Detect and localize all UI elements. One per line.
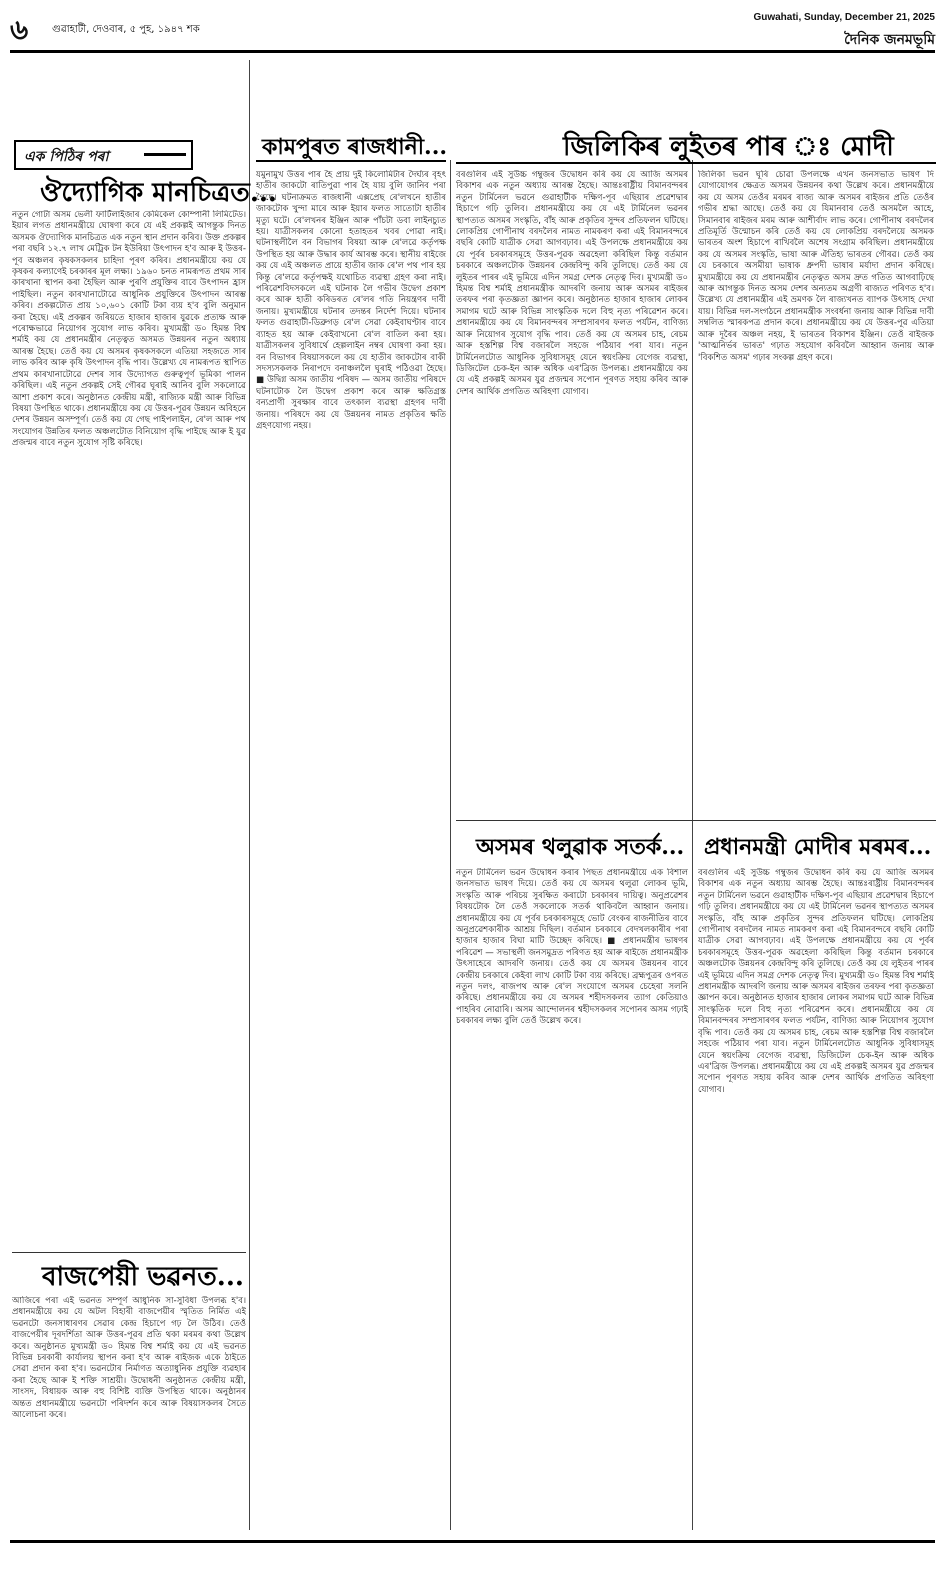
newspaper-name: দৈনিক জনমভূমি	[844, 32, 935, 48]
column-divider	[692, 160, 693, 1530]
article-jilikir-body-continued: জিলিকা ভৱন ঘূৰি চোৱা উপলক্ষে এখন জনসভাত ভাষণ দি যোগাযোগৰ ক্ষেত্ৰত অসমৰ উন্নয়নৰ কথা উল্লেখ কৰে। প্ৰধানমন্ত্ৰীয়ে কয় যে অসম তেওঁৰ মৰমৰ ৰাজ্য আৰু অসমৰ ৰাইজৰ প্ৰতি তেওঁৰ গভীৰ শ্ৰদ্ধা আছে। তেওঁ কয় যে যিমানবাৰ তেওঁ অসমলৈ আহে, সিমানবাৰ ৰাইজৰ মৰম আৰু আশীৰ্বাদ লাভ কৰে। গোপীনাথ বৰদলৈৰ প্ৰতিমূৰ্তি উন্মোচন কৰি তেওঁ কয় যে লোকপ্ৰিয় বৰদলৈয়ে অসমক ভাৰতৰ অংশ হিচাপে ৰাখিবলৈ অশেষ সংগ্ৰাম কৰিছিল। প্ৰধানমন্ত্ৰীয়ে কয় যে অসমৰ সংস্কৃতি, ভাষা আৰু ঐতিহ্য ভাৰতৰ গৌৰৱ। তেওঁ কয় যে চৰকাৰে অসমীয়া ভাষাক ধ্ৰুপদী ভাষাৰ মৰ্যাদা প্ৰদান কৰিছে। মুখ্যমন্ত্ৰীয়ে কয় যে প্ৰধানমন্ত্ৰীৰ নেতৃত্বত অসম দ্ৰুত গতিত আগবাঢ়িছে আৰু আগন্তুক দিনত অসম দেশৰ অন্যতম অগ্ৰণী ৰাজ্যত পৰিণত হ'ব। উল্লেখ্য যে প্ৰধানমন্ত্ৰীৰ এই ভ্ৰমণক লৈ ৰাজ্যখনত ব্যাপক উৎসাহ দেখা যায়। বিভিন্ন দল-সংগঠনে প্ৰধানমন্ত্ৰীক সংবৰ্ধনা জনায় আৰু বিভিন্ন দাবী সম্বলিত স্মাৰকপত্ৰ প্ৰদান কৰে। প্ৰধানমন্ত্ৰীয়ে কয় যে উত্তৰ-পূৱ এতিয়া আৰু দূৰৈৰ অঞ্চল নহয়, ই ভাৰতৰ বিকাশৰ ইঞ্জিন। তেওঁ ৰাইজক 'আত্মনিৰ্ভৰ ভাৰত' গঢ়াত সহযোগ কৰিবলৈ আহ্বান জনায় আৰু 'বিকশিত অসম' গঢ়াৰ সংকল্প গ্ৰহণ কৰে।	[698, 170, 934, 363]
article-bajpayee-body: আজিৰে পৰা এই ভৱনত সম্পূৰ্ণ আধুনিক সা-সুবিধা উপলব্ধ হ'ব। প্ৰধানমন্ত্ৰীয়ে কয় যে অটল বিহাৰী বাজপেয়ীৰ স্মৃতিত নিৰ্মিত এই ভৱনটো জনসাধাৰণৰ সেৱাৰ কেন্দ্ৰ হিচাপে গঢ় লৈ উঠিব। তেওঁ বাজপেয়ীৰ দূৰদৰ্শিতা আৰু উত্তৰ-পূৱৰ প্ৰতি থকা মৰমৰ কথা উল্লেখ কৰে। অনুষ্ঠানত মুখ্যমন্ত্ৰী ড০ হিমন্ত বিশ্ব শৰ্মাই কয় যে এই ভৱনত বিভিন্ন চৰকাৰী কাৰ্যালয় স্থাপন কৰা হ'ব আৰু ৰাইজক একে ঠাইতে সেৱা প্ৰদান কৰা হ'ব। ভৱনটোৰ নিৰ্মাণত অত্যাধুনিক প্ৰযুক্তি ব্যৱহাৰ কৰা হৈছে আৰু ই শক্তি সাশ্ৰয়ী। উদ্বোধনী অনুষ্ঠানত কেন্দ্ৰীয় মন্ত্ৰী, সাংসদ, বিধায়ক আৰু বহু বিশিষ্ট ব্যক্তি উপস্থিত থাকে। অনুষ্ঠানৰ অন্তত প্ৰধানমন্ত্ৰীয়ে ভৱনটো পৰিদৰ্শন কৰে আৰু বিষয়াসকলৰ সৈতে আলোচনা কৰে।	[12, 1296, 246, 1421]
article-kamrup-body: যমুনামুখ উত্তৰ পাৰ হৈ প্ৰায় দুই কিলোমিটাৰ দৈৰ্ঘ্যৰ বৃহৎ হাতীৰ জাকটো ৰাতিপুৱা পাৰ হৈ যায় বুলি জানিব পৰা গৈছে। ঘটনাক্ৰমত ৰাজধানী এক্সপ্ৰেছ ৰে'লখনে হাতীৰ জাকটোক খুন্দা মাৰে আৰু ইয়াৰ ফলত সাতোটা হাতীৰ মৃত্যু ঘটে। ৰে'লখনৰ ইঞ্জিন আৰু পাঁচটা ডবা লাইনচ্যুত হয়। যাত্ৰীসকলৰ কোনো হতাহতৰ খবৰ পোৱা নাই। ঘটনাস্থলীলৈ বন বিভাগৰ বিষয়া আৰু ৰে'লৱে কৰ্তৃপক্ষ উপস্থিত হয় আৰু উদ্ধাৰ কাৰ্য আৰম্ভ কৰে। স্থানীয় ৰাইজে কয় যে এই অঞ্চলত প্ৰায়ে হাতীৰ জাক ৰে'ল পথ পাৰ হয় কিন্তু ৰে'লৱে কৰ্তৃপক্ষই যথোচিত ব্যৱস্থা গ্ৰহণ কৰা নাই। পৰিৱেশবিদসকলে এই ঘটনাক লৈ গভীৰ উদ্বেগ প্ৰকাশ কৰে আৰু হাতী কৰিডৰত ৰে'লৰ গতি নিয়ন্ত্ৰণৰ দাবী জনায়। মুখ্যমন্ত্ৰীয়ে ঘটনাৰ তদন্তৰ নিৰ্দেশ দিয়ে। ঘটনাৰ ফলত গুৱাহাটী-ডিব্ৰুগড় ৰে'ল সেৱা কেইবাঘণ্টাৰ বাবে ব্যাহত হয় আৰু কেইবাখনো ৰে'ল বাতিল কৰা হয়। যাত্ৰীসকলৰ সুবিধাৰ্থে হেল্পলাইন নম্বৰ ঘোষণা কৰা হয়। বন বিভাগৰ বিষয়াসকলে কয় যে হাতীৰ জাকটোৰ বাকী সদস্যসকলক নিৰাপদে বনাঞ্চললৈ ঘূৰাই পঠিওৱা হৈছে। ■ উদ্বিগ্ন অসম জাতীয় পৰিষদ — অসম জাতীয় পৰিষদে ঘটনাটোক লৈ উদ্বেগ প্ৰকাশ কৰে আৰু ক্ষতিগ্ৰস্ত বন্যপ্ৰাণী সুৰক্ষাৰ বাবে তৎকাল ব্যৱস্থা গ্ৰহণৰ দাবী জনায়। পৰিষদে কয় যে উন্নয়নৰ নামত প্ৰকৃতিৰ ক্ষতি গ্ৰহণযোগ্য নহয়।	[256, 170, 446, 431]
headline-udyogik: ঔদ্যোগিক মানচিত্ৰত...	[40, 178, 277, 208]
headline-underline	[256, 160, 446, 162]
article-separator	[12, 1252, 246, 1253]
banner-label: এক পিঠিৰ পৰা	[24, 149, 109, 165]
article-thalua-body: নতুন টাৰ্মিনেল ভৱন উদ্বোধন কৰাৰ পিছত প্ৰধানমন্ত্ৰীয়ে এক বিশাল জনসভাত ভাষণ দিয়ে। তেওঁ কয় যে অসমৰ থলুৱা লোকৰ ভূমি, সংস্কৃতি আৰু পৰিচয় সুৰক্ষিত কৰাটো চৰকাৰৰ দায়িত্ব। অনুপ্ৰৱেশৰ বিষয়টোক লৈ তেওঁ সকলোকে সতৰ্ক থাকিবলৈ আহ্বান জনায়। প্ৰধানমন্ত্ৰীয়ে কয় যে পূৰ্বৰ চৰকাৰসমূহে ভোট বেংকৰ ৰাজনীতিৰ বাবে অনুপ্ৰৱেশকাৰীক আশ্ৰয় দিছিল। বৰ্তমান চৰকাৰে বেদখলকাৰীৰ পৰা হাজাৰ হাজাৰ বিঘা মাটি উচ্ছেদ কৰিছে। ■ প্ৰধানমন্ত্ৰীৰ ভাষণৰ পৰিৱেশ — সভাস্থলী জনসমুদ্ৰত পৰিণত হয় আৰু ৰাইজে প্ৰধানমন্ত্ৰীক উৎসাহেৰে আদৰণি জনায়। তেওঁ কয় যে অসমৰ উন্নয়নৰ বাবে কেন্দ্ৰীয় চৰকাৰে কেইবা লাখ কোটি টকা ব্যয় কৰিছে। ব্ৰহ্মপুত্ৰৰ ওপৰত নতুন দলং, ৰাজপথ আৰু ৰে'ল সংযোগে অসমৰ চেহেৰা সলনি কৰিছে। প্ৰধানমন্ত্ৰীয়ে কয় যে অসমৰ শহীদসকলৰ ত্যাগ কেতিয়াও পাহৰিব নোৱাৰি। অসম আন্দোলনৰ শ্বহীদসকলৰ সপোনৰ অসম গঢ়াই চৰকাৰৰ লক্ষ্য বুলি তেওঁ উল্লেখ কৰে।	[456, 868, 688, 1027]
continued-banner	[14, 140, 193, 170]
column-divider	[450, 160, 451, 1530]
headline-kamrup: কামপুৰত ৰাজধানী...	[262, 134, 448, 160]
article-separator	[456, 820, 936, 821]
headline-pradhanmantri: প্ৰধানমন্ত্ৰী মোদীৰ মৰমৰ...	[704, 834, 932, 860]
column-divider	[249, 60, 250, 1530]
headline-bajpayee: বাজপেয়ী ভৱনত...	[42, 1262, 244, 1292]
footer-rule	[10, 1540, 935, 1543]
assamese-date: গুৱাহাটী, দেওবাৰ, ৫ পুহ, ১৯৪৭ শক	[52, 24, 200, 35]
headline-jilikir: জিলিকিৰ লুইতৰ পাৰ ঃ মোদী	[563, 132, 894, 162]
banner-bar	[144, 153, 186, 156]
article-pradhanmantri-body: বৰগুলিৰ এই সুউচ্চ গম্বুজৰ উদ্বোধন কৰি কয় যে আজি অসমৰ বিকাশৰ এক নতুন অধ্যায় আৰম্ভ হৈছে। আন্তঃৰাষ্ট্ৰীয় বিমানবন্দৰৰ নতুন টাৰ্মিনেল ভৱনে গুৱাহাটীক দক্ষিণ-পূব এছিয়াৰ প্ৰৱেশদ্বাৰ হিচাপে গঢ়ি তুলিব। প্ৰধানমন্ত্ৰীয়ে কয় যে এই টাৰ্মিনেল ভৱনৰ স্থাপত্যত অসমৰ সংস্কৃতি, বাঁহ আৰু প্ৰকৃতিৰ সুন্দৰ প্ৰতিফলন ঘটিছে। লোকপ্ৰিয় গোপীনাথ বৰদলৈৰ নামত নামকৰণ কৰা এই বিমানবন্দৰে বছৰি কোটি যাত্ৰীক সেৱা আগবঢ়াব। এই উপলক্ষে প্ৰধানমন্ত্ৰীয়ে কয় যে পূৰ্বৰ চৰকাৰসমূহে উত্তৰ-পূৱক অৱহেলা কৰিছিল কিন্তু বৰ্তমান চৰকাৰে অঞ্চলটোক উন্নয়নৰ কেন্দ্ৰবিন্দু কৰি তুলিছে। তেওঁ কয় যে লুইতৰ পাৰৰ এই ভূমিয়ে এদিন সমগ্ৰ দেশক নেতৃত্ব দিব। মুখ্যমন্ত্ৰী ড০ হিমন্ত বিশ্ব শৰ্মাই প্ৰধানমন্ত্ৰীক আদৰণি জনায় আৰু অসমৰ ৰাইজৰ তৰফৰ পৰা কৃতজ্ঞতা জ্ঞাপন কৰে। অনুষ্ঠানত হাজাৰ হাজাৰ লোকৰ সমাগম ঘটে আৰু বিভিন্ন সাংস্কৃতিক দলে বিহু নৃত্য পৰিৱেশন কৰে। প্ৰধানমন্ত্ৰীয়ে কয় যে বিমানবন্দৰৰ সম্প্ৰসাৰণৰ ফলত পৰ্যটন, বাণিজ্য আৰু নিয়োগৰ সুযোগ বৃদ্ধি পাব। তেওঁ কয় যে অসমৰ চাহ, ৰেচম আৰু হস্তশিল্প বিশ্ব বজাৰলৈ সহজে পঠিয়াব পৰা যাব। নতুন টাৰ্মিনেলটোত আধুনিক সুবিধাসমূহ যেনে স্বয়ংক্ৰিয় বেগেজ ব্যৱস্থা, ডিজিটেল চেক-ইন আৰু অধিক এৰ'ব্ৰিজ উপলব্ধ। প্ৰধানমন্ত্ৰীয়ে কয় যে এই প্ৰকল্পই অসমৰ যুৱ প্ৰজন্মৰ সপোন পূৰণত সহায় কৰিব আৰু দেশৰ আৰ্থিক প্ৰগতিত অৰিহণা যোগাব।	[698, 868, 934, 1095]
article-udyogik-body: নতুন গোটা অসম ভেলী ফাৰ্টিলাইজাৰ কেমিকেল কোম্পানী লিমিটেড। ইয়াৰ লগত প্ৰধানমন্ত্ৰীয়ে ঘোষণা কৰে যে এই প্ৰকল্পই আগন্তুক দিনত অসমক ঔদ্যোগিক মানচিত্ৰত এক নতুন স্থান প্ৰদান কৰিব। উক্ত প্ৰকল্পৰ পৰা বছৰি ১২.৭ লাখ মেট্ৰিক টন ইউৰিয়া উৎপাদন হ'ব আৰু ই উত্তৰ-পূব অঞ্চলৰ কৃষকসকলৰ চাহিদা পূৰণ কৰিব। প্ৰধানমন্ত্ৰীয়ে কয় যে কৃষকৰ কল্যাণেই চৰকাৰৰ মূল লক্ষ্য। ১৯৬০ চনত নামৰূপত প্ৰথম সাৰ কাৰখানা স্থাপন কৰা হৈছিল আৰু পুৰণি প্ৰযুক্তিৰ বাবে উৎপাদন হ্ৰাস পাইছিল। নতুন কাৰখানাটোৱে আধুনিক প্ৰযুক্তিৰে উৎপাদন আৰম্ভ কৰিব। প্ৰকল্পটোত প্ৰায় ১০,৬০১ কোটি টকা ব্যয় হ'ব বুলি অনুমান কৰা হৈছে। এই প্ৰকল্পৰ জৰিয়তে হাজাৰ হাজাৰ যুৱকে প্ৰত্যক্ষ আৰু পৰোক্ষভাৱে নিয়োগৰ সুযোগ লাভ কৰিব। মুখ্যমন্ত্ৰী ড০ হিমন্ত বিশ্ব শৰ্মাই কয় যে প্ৰধানমন্ত্ৰীৰ নেতৃত্বত অসমত উন্নয়নৰ নতুন অধ্যায় আৰম্ভ হৈছে। তেওঁ কয় যে অসমৰ কৃষকসকলে এতিয়া সহজতে সাৰ লাভ কৰিব আৰু কৃষি উৎপাদন বৃদ্ধি পাব। উল্লেখ্য যে নামৰূপত স্থাপিত প্ৰথম কাৰখানাটোৱে দেশৰ সাৰ উদ্যোগত গুৰুত্বপূৰ্ণ ভূমিকা পালন কৰিছিল। এই নতুন প্ৰকল্পই সেই গৌৰৱ ঘূৰাই আনিব বুলি সকলোৱে আশা প্ৰকাশ কৰে। অনুষ্ঠানত কেন্দ্ৰীয় মন্ত্ৰী, ৰাজ্যিক মন্ত্ৰী আৰু বিভিন্ন বিষয়া উপস্থিত থাকে। প্ৰধানমন্ত্ৰীয়ে কয় যে উত্তৰ-পূৱৰ উন্নয়ন অবিহনে দেশৰ উন্নয়ন অসম্পূৰ্ণ। তেওঁ কয় যে গেছ পাইপলাইন, ৰে'ল আৰু পথ সংযোগৰ উন্নতিৰ ফলত অঞ্চলটোত বিনিয়োগ বৃদ্ধি পাইছে আৰু ই যুৱ প্ৰজন্মৰ বাবে নতুন সুযোগ সৃষ্টি কৰিছে।	[12, 210, 246, 449]
english-date: Guwahati, Sunday, December 21, 2025	[753, 12, 935, 23]
header-rule	[10, 50, 935, 53]
page-header	[10, 10, 935, 50]
headline-underline	[456, 162, 936, 164]
headline-thalua: অসমৰ থলুৱাক সতৰ্ক...	[476, 834, 685, 860]
page-number: ৬	[10, 13, 29, 46]
article-jilikir-body: বৰগুলিৰ এই সুউচ্চ গম্বুজৰ উদ্বোধন কৰি কয় যে আজি অসমৰ বিকাশৰ এক নতুন অধ্যায় আৰম্ভ হৈছে। আন্তঃৰাষ্ট্ৰীয় বিমানবন্দৰৰ নতুন টাৰ্মিনেল ভৱনে গুৱাহাটীক দক্ষিণ-পূব এছিয়াৰ প্ৰৱেশদ্বাৰ হিচাপে গঢ়ি তুলিব। প্ৰধানমন্ত্ৰীয়ে কয় যে এই টাৰ্মিনেল ভৱনৰ স্থাপত্যত অসমৰ সংস্কৃতি, বাঁহ আৰু প্ৰকৃতিৰ সুন্দৰ প্ৰতিফলন ঘটিছে। লোকপ্ৰিয় গোপীনাথ বৰদলৈৰ নামত নামকৰণ কৰা এই বিমানবন্দৰে বছৰি কোটি যাত্ৰীক সেৱা আগবঢ়াব। এই উপলক্ষে প্ৰধানমন্ত্ৰীয়ে কয় যে পূৰ্বৰ চৰকাৰসমূহে উত্তৰ-পূৱক অৱহেলা কৰিছিল কিন্তু বৰ্তমান চৰকাৰে অঞ্চলটোক উন্নয়নৰ কেন্দ্ৰবিন্দু কৰি তুলিছে। তেওঁ কয় যে লুইতৰ পাৰৰ এই ভূমিয়ে এদিন সমগ্ৰ দেশক নেতৃত্ব দিব। মুখ্যমন্ত্ৰী ড০ হিমন্ত বিশ্ব শৰ্মাই প্ৰধানমন্ত্ৰীক আদৰণি জনায় আৰু অসমৰ ৰাইজৰ তৰফৰ পৰা কৃতজ্ঞতা জ্ঞাপন কৰে। অনুষ্ঠানত হাজাৰ হাজাৰ লোকৰ সমাগম ঘটে আৰু বিভিন্ন সাংস্কৃতিক দলে বিহু নৃত্য পৰিৱেশন কৰে। প্ৰধানমন্ত্ৰীয়ে কয় যে বিমানবন্দৰৰ সম্প্ৰসাৰণৰ ফলত পৰ্যটন, বাণিজ্য আৰু নিয়োগৰ সুযোগ বৃদ্ধি পাব। তেওঁ কয় যে অসমৰ চাহ, ৰেচম আৰু হস্তশিল্প বিশ্ব বজাৰলৈ সহজে পঠিয়াব পৰা যাব। নতুন টাৰ্মিনেলটোত আধুনিক সুবিধাসমূহ যেনে স্বয়ংক্ৰিয় বেগেজ ব্যৱস্থা, ডিজিটেল চেক-ইন আৰু অধিক এৰ'ব্ৰিজ উপলব্ধ। প্ৰধানমন্ত্ৰীয়ে কয় যে এই প্ৰকল্পই অসমৰ যুৱ প্ৰজন্মৰ সপোন পূৰণত সহায় কৰিব আৰু দেশৰ আৰ্থিক প্ৰগতিত অৰিহণা যোগাব।	[456, 170, 688, 397]
